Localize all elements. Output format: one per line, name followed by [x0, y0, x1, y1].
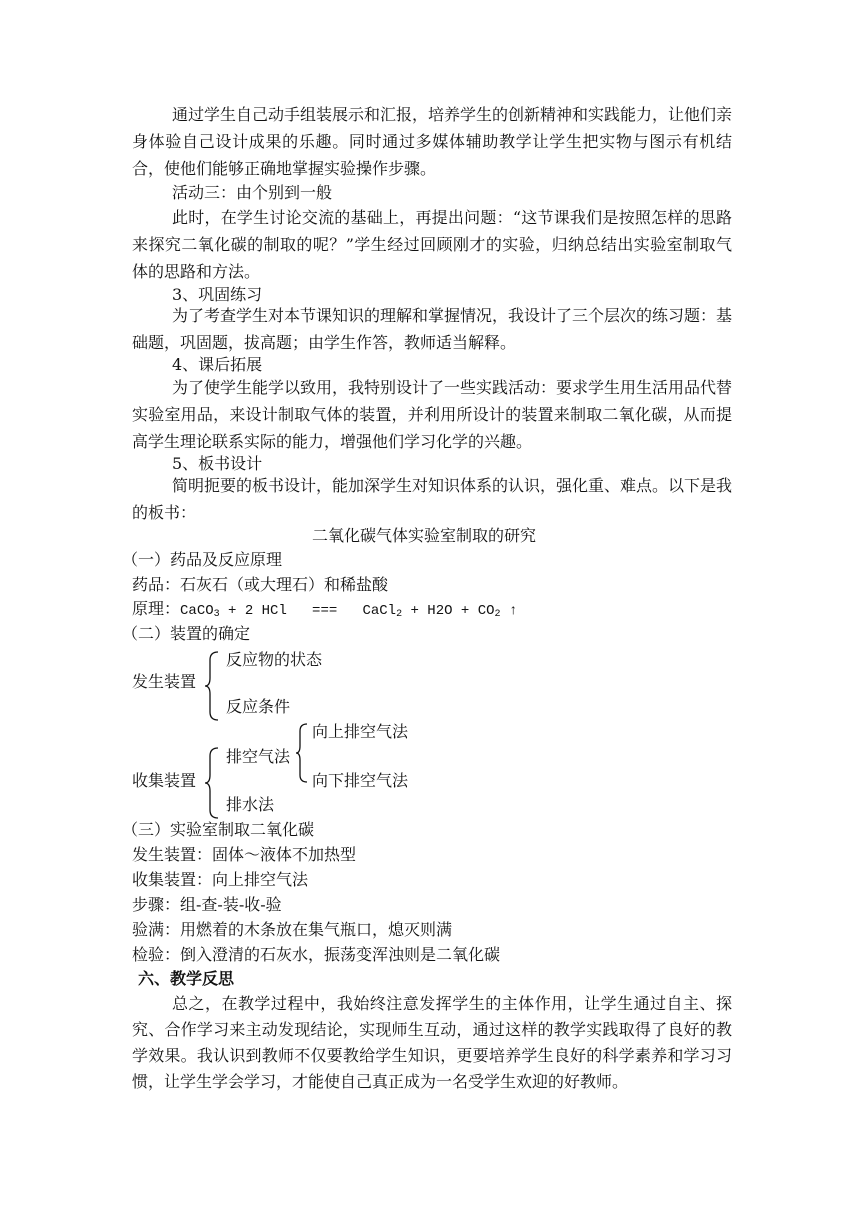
collection-upward-air: 向上排空气法 [312, 722, 409, 741]
board-section-1: （一）药品及反应原理 [122, 550, 283, 569]
generation-device-label: 发生装置 [132, 672, 197, 691]
collection-water-displacement: 排水法 [226, 795, 275, 814]
board-section-2: （二）装置的确定 [122, 624, 251, 643]
board-verification: 检验：倒入澄清的石灰水，振荡变浑浊则是二氧化碳 [132, 945, 501, 964]
section-6-heading: 六、教学反思 [138, 969, 235, 988]
board-formula [132, 597, 517, 623]
activity-three-heading: 活动三：由个别到一般 [172, 183, 333, 202]
gas-arrow-icon: ↑ [508, 603, 518, 619]
left-brace-icon [295, 722, 311, 784]
left-brace-icon [204, 746, 224, 820]
board-steps: 步骤：组-查-装-收-验 [132, 895, 282, 914]
section-3-heading: 3、巩固练习 [172, 285, 263, 304]
paragraph-extension: 为了使学生能学以致用，我特别设计了一些实践活动：要求学生用生活用品代替实验室用品，来设计制取气体的装置，并利用所设计的装置来制取二氧化碳，从而提高学生理论联系实际的能力，增强他们学习化学的兴趣。 [132, 378, 733, 451]
paragraph-board-design: 简明扼要的板书设计，能加深学生对知识体系的认识，强化重、难点。以下是我的板书： [132, 476, 733, 522]
board-collection-method: 收集装置：向上排空气法 [132, 870, 309, 889]
formula-h2o-co2: + H2O + CO [402, 603, 495, 619]
paragraph-reflection: 总之，在教学过程中，我始终注意发挥学生的主体作用，让学生通过自主、探究、合作学习来主动发现结论，实现师生互动，通过这样的教学实践取得了良好的教学效果。我认识到教师不仅要教给学生知识，更要培养学生良好的科学素养和学习习惯，让学生学会学习，才能使自己真正成为一名受学生欢迎的好教师。 [132, 994, 732, 1091]
board-test-full: 验满：用燃着的木条放在集气瓶口，熄灭则满 [132, 920, 453, 939]
generation-item-reaction-condition: 反应条件 [226, 697, 291, 716]
paragraph-discussion: 此时，在学生讨论交流的基础上，再提出问题：“这节课我们是按照怎样的思路来探究二氧化碳的制取的呢？”学生经过回顾刚才的实验，归纳总结出实验室制取气体的思路和方法。 [132, 208, 732, 281]
generation-item-reactant-state: 反应物的状态 [226, 650, 323, 669]
board-title: 二氧化碳气体实验室制取的研究 [312, 526, 537, 545]
collection-downward-air: 向下排空气法 [312, 771, 409, 790]
board-generation-type: 发生装置：固体～液体不加热型 [132, 845, 357, 864]
formula-prefix: 原理： [132, 599, 181, 618]
section-4-heading: 4、课后拓展 [172, 355, 263, 374]
left-brace-icon [204, 650, 224, 722]
section-5-heading: 5、板书设计 [172, 454, 263, 473]
formula-cacl2-sub: 2 [396, 609, 403, 620]
formula-co2-sub: 2 [494, 609, 501, 620]
collection-air-displacement: 排空气法 [226, 747, 291, 766]
formula-hcl-cacl2: + 2 HCl === CaCl [219, 603, 397, 619]
board-section-3: （三）实验室制取二氧化碳 [122, 820, 315, 839]
collection-device-label: 收集装置 [132, 771, 197, 790]
board-drugs: 药品：石灰石（或大理石）和稀盐酸 [132, 575, 389, 594]
formula-caco3-sub: 3 [213, 609, 220, 620]
paragraph-innovation: 通过学生自己动手组装展示和汇报，培养学生的创新精神和实践能力，让他们亲身体验自己设计成果的乐趣。同时通过多媒体辅助教学让学生把实物与图示有机结合，使他们能够正确地掌握实验操作步骤。 [132, 105, 733, 178]
paragraph-exercises: 为了考查学生对本节课知识的理解和掌握情况，我设计了三个层次的练习题：基础题，巩固题，拔高题；由学生作答，教师适当解释。 [132, 306, 733, 352]
formula-caco3: CaCO [180, 603, 214, 619]
